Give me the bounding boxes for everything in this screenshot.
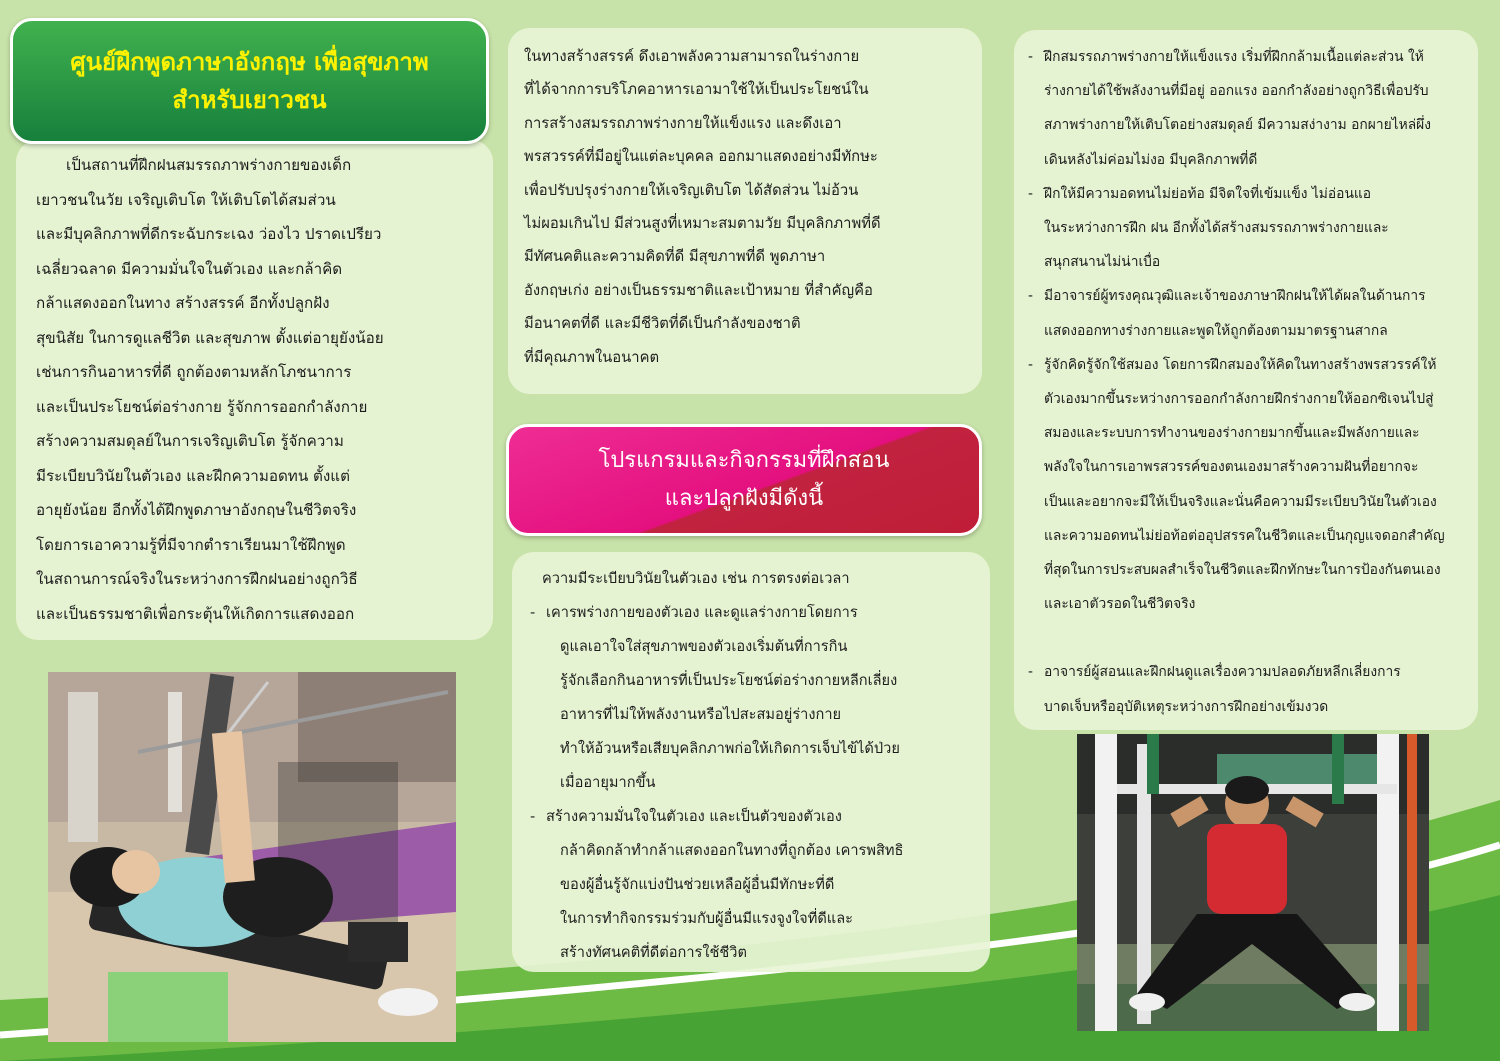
bench-press-photo (48, 672, 456, 1042)
left-line: และมีบุคลิกภาพที่ดีกระฉับกระเฉง ว่องไว ปราดเปรียว (36, 225, 382, 243)
bullet-line: สร้างความมั่นใจในตัวเอง และเป็นตัวของตัวเอง (546, 808, 842, 825)
right-bullet (1028, 348, 1466, 622)
middle-text-panel (508, 28, 982, 394)
bullet-line: อาหารที่ไม่ให้พลังงานหรือไปสะสมอยู่ร่างกาย (560, 706, 842, 723)
bullet-line: มีอาจารย์ผู้ทรงคุณวุฒิและเจ้าของภาษาฝึกฝนให้ได้ผลในด้านการ (1044, 288, 1426, 305)
program-bullet (530, 596, 976, 800)
bullet-line: และเอาตัวรอดในชีวิตจริง (1044, 596, 1196, 613)
left-title-box (10, 18, 489, 144)
left-line: และเป็นธรรมชาติเพื่อกระตุ้นให้เกิดการแสดงออก (36, 604, 355, 623)
bullet-line: กล้าคิดกล้าทำกล้าแสดงออกในทางที่ถูกต้อง เคารพสิทธิ (560, 842, 904, 859)
middle-line: ที่ได้จากการบริโภคอาหารเอามาใช้ให้เป็นประโยชน์ใน (524, 81, 869, 99)
right-bullet (1028, 177, 1466, 280)
left-text-panel (16, 140, 493, 640)
left-line: โดยการเอาความรู้ที่มีจากตำราเรียนมาใช้ฝึกพูด (36, 535, 346, 554)
bullet-dash: - (1028, 288, 1033, 305)
bullet-dash: - (1028, 356, 1033, 373)
bullet-line: ทำให้อ้วนหรือเสียบุคลิกภาพก่อให้เกิดการเจ็บไข้ได้ป่วย (560, 740, 900, 757)
bullet-dash: - (1028, 664, 1033, 681)
bullet-line: เดินหลังไม่ค่อมไม่งอ มีบุคลิกภาพที่ดี (1044, 151, 1258, 168)
bullet-line: สภาพร่างกายให้เติบโตอย่างสมดุลย์ มีความสง่างาม อกผายไหล่ผึ่ง (1044, 117, 1431, 134)
bullet-line: รู้จักเลือกกินอาหารที่เป็นประโยชน์ต่อร่างกายหลีกเลี่ยง (560, 672, 898, 689)
cable-machine-photo (1077, 734, 1429, 1031)
middle-line: ที่มีคุณภาพในอนาคต (524, 348, 660, 366)
right-text-panel (1014, 30, 1478, 730)
right-bullet (1028, 279, 1466, 347)
bullet-dash: - (530, 808, 536, 825)
bullet-line: ร่างกายได้ใช้พลังงานที่มีอยู่ ออกแรง ออกกำลังอย่างถูกวิธีเพื่อปรับ (1044, 83, 1429, 100)
bullet-line: สมองและระบบการทำงานของร่างกายมากขึ้นและมีพลังกายและ (1044, 425, 1420, 442)
bullet-line: และความอดทนไม่ย่อท้อต่ออุปสรรคในชีวิตและเป็นกุญแจดอกสำคัญ (1044, 527, 1445, 544)
left-line: เฉลี่ยวฉลาด มีความมั่นใจในตัวเอง และกล้าคิด (36, 259, 343, 278)
bullet-line: แสดงออกทางร่างกายและพูดให้ถูกต้องตามมาตรฐานสากล (1044, 322, 1388, 339)
left-line: เยาวชนในวัย เจริญเติบโต ให้เติบโตได้สมส่วน (36, 190, 336, 209)
program-title-line-1: โปรแกรมและกิจกรรมที่ฝึกสอน (598, 448, 890, 473)
bullet-line: ดูแลเอาใจใส่สุขภาพของตัวเองเริ่มต้นที่การกิน (560, 638, 848, 655)
left-title-line-1: ศูนย์ฝึกพูดภาษาอังกฤษ เพื่อสุขภาพ (70, 48, 429, 76)
program-panel (512, 552, 990, 972)
left-line: สร้างความสมดุลย์ในการเจริญเติบโต รู้จักความ (36, 432, 344, 450)
bullet-line: ฝึกสมรรถภาพร่างกายให้แข็งแรง เริ่มที่ฝึกกล้ามเนื้อแต่ละส่วน ให้ (1044, 49, 1424, 65)
program-intro: ความมีระเบียบวินัยในตัวเอง เช่น การตรงต่อเวลา (542, 570, 850, 587)
middle-line: ไม่ผอมเกินไป มีส่วนสูงที่เหมาะสมตามวัย มีบุคลิกภาพที่ดี (524, 215, 881, 233)
left-title-line-2: สำหรับเยาวชน (172, 86, 327, 114)
left-line: เป็นสถานที่ฝึกฝนสมรรถภาพร่างกายของเด็ก (66, 156, 352, 174)
left-line: และเป็นประโยชน์ต่อร่างกาย รู้จักการออกกำลังกาย (36, 397, 368, 416)
middle-line: เพื่อปรับปรุงร่างกายให้เจริญเติบโต ได้สัดส่วน ไม่อ้วน (524, 181, 859, 199)
program-title-box (506, 424, 982, 536)
bullet-line: เมื่ออายุมากขึ้น (560, 774, 656, 791)
right-bullet (1028, 40, 1466, 177)
bullet-line: ตัวเองมากขึ้นระหว่างการออกกำลังกายฝึกร่างกายให้ออกซิเจนไปสู่ (1044, 391, 1434, 408)
left-line: กล้าแสดงออกในทาง สร้างสรรค์ อีกทั้งปลูกฝัง (36, 294, 330, 312)
middle-line: อังกฤษเก่ง อย่างเป็นธรรมชาติและเป้าหมาย ที่สำคัญคือ (524, 281, 873, 299)
bullet-line: บาดเจ็บหรืออุบัติเหตุระหว่างการฝึกอย่างเข้มงวด (1044, 698, 1329, 715)
bullet-line: พลังใจในการเอาพรสวรรค์ของตนเองมาสร้างความฝันที่อยากจะ (1044, 459, 1419, 476)
left-line: ในสถานการณ์จริงในระหว่างการฝึกฝนอย่างถูกวิธี (36, 570, 358, 588)
right-bullet-last (1028, 655, 1466, 723)
bullet-line: เคารพร่างกายของตัวเอง และดูแลร่างกายโดยการ (546, 604, 858, 621)
bullet-line: สร้างทัศนคติที่ดีต่อการใช้ชีวิต (560, 944, 747, 961)
bullet-line: รู้จักคิดรู้จักใช้สมอง โดยการฝึกสมองให้คิดในทางสร้างพรสวรรค์ให้ (1044, 356, 1437, 373)
middle-line: ในทางสร้างสรรค์ ดึงเอาพลังความสามารถในร่างกาย (524, 48, 860, 65)
bullet-dash: - (1028, 185, 1033, 202)
middle-line: การสร้างสมรรถภาพร่างกายให้แข็งแรง และดึงเอา (524, 114, 842, 132)
left-line: อายุยังน้อย อีกทั้งได้ฝึกพูดภาษาอังกฤษในชีวิตจริง (36, 501, 357, 519)
bullet-dash: - (1028, 49, 1033, 65)
program-bullet (530, 800, 976, 970)
bullet-line: ในระหว่างการฝึก ฝน อีกทั้งได้สร้างสมรรถภาพร่างกายและ (1044, 220, 1389, 237)
bullet-line: ฝึกให้มีความอดทนไม่ย่อท้อ มีจิตใจที่เข้มแข็ง ไม่อ่อนแอ (1044, 185, 1372, 202)
middle-line: พรสวรรค์ที่มีอยู่ในแต่ละบุคคล ออกมาแสดงอย่างมีทักษะ (524, 148, 878, 166)
bullet-dash: - (530, 604, 536, 621)
left-line: เช่นการกินอาหารที่ดี ถูกต้องตามหลักโภชนาการ (36, 363, 352, 381)
left-line: สุขนิสัย ในการดูแลชีวิต และสุขภาพ ตั้งแต่อายุยังน้อย (36, 328, 384, 347)
middle-line: มีอนาคตที่ดี และมีชีวิตที่ดีเป็นกำลังของชาติ (524, 315, 801, 333)
bullet-line: ในการทำกิจกรรมร่วมกับผู้อื่นมีแรงจูงใจที่ดีและ (560, 910, 853, 927)
middle-line: มีทัศนคติและความคิดที่ดี มีสุขภาพที่ดี พูดภาษา (524, 248, 826, 266)
program-title-line-2: และปลูกฝังมีดังนี้ (664, 486, 824, 511)
bullet-line: สนุกสนานไม่น่าเบื่อ (1044, 254, 1161, 271)
bullet-line: ที่สุดในการประสบผลสำเร็จในชีวิตและฝึกทักษะในการป้องกันตนเอง (1044, 562, 1441, 579)
left-line: มีระเบียบวินัยในตัวเอง และฝึกความอดทน ตั้งแต่ (36, 466, 350, 485)
bullet-line: อาจารย์ผู้สอนและฝึกฝนดูแลเรื่องความปลอดภัยหลีกเลี่ยงการ (1044, 664, 1401, 681)
bullet-line: ของผู้อื่นรู้จักแบ่งปันช่วยเหลือผู้อื่นมีทักษะที่ดี (560, 876, 835, 893)
bullet-line: เป็นและอยากจะมีให้เป็นจริงและนั่นคือความมีระเบียบวินัยในตัวเอง (1044, 493, 1437, 510)
